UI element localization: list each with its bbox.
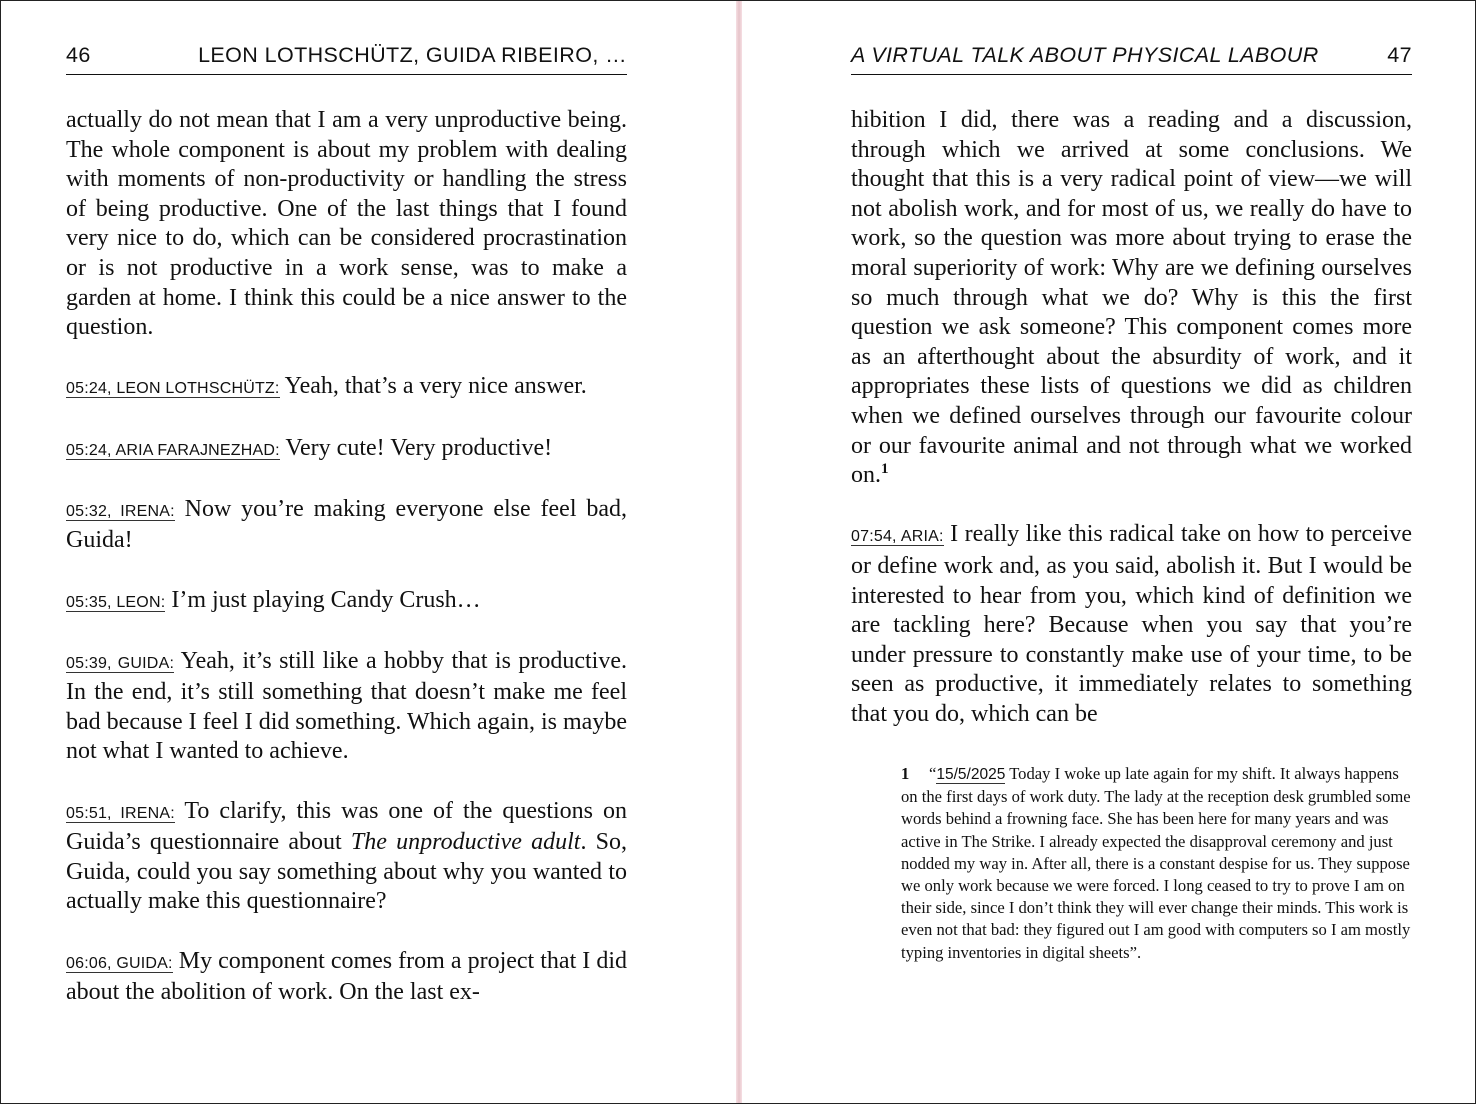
right-page-body xyxy=(851,106,1412,759)
speaker-label: 07:54, ARIA: xyxy=(851,528,944,546)
exchange-aria-0524 xyxy=(66,434,627,466)
exchange-text: Very cute! Very productive! xyxy=(285,434,553,461)
continued-text: hibition I did, there was a reading and a discussion, through which we arrived at some conclusions. We thought that this is a very radical point of view—we will not abolish work, and for most of us, we really do have to work, so the question was more about trying to erase the moral superiority of work: Why are we defining ourselves so much through what we do? Why is this the first question we ask someone? This component comes more as an afterthought about the absurdity of work, and it appropriates these lists of questions we did as children when we defined ourselves through our favourite colour or our favourite animal and not through what we worked on. xyxy=(851,107,1412,489)
exchange-text: My component comes from a project that I did about the abolition of work. On the last ex- xyxy=(66,947,627,1006)
exchange-text: I’m just playing Candy Crush… xyxy=(171,586,481,613)
exchange-text: I really like this radical take on how to perceive or define work and, as you said, abolish it. But I would be interested to hear from you, which kind of definition we are tackling here? Because when you say that you’re under pressure to constantly make use of your time, to be seen as productive, it immediately relates to something that you do, which can be xyxy=(851,521,1412,727)
exchange-irena-0551 xyxy=(66,797,627,917)
book-title-italic: The unproductive adult xyxy=(350,829,581,856)
exchange-leon-0524 xyxy=(66,372,627,404)
footnote xyxy=(901,763,1413,964)
speaker-label: 05:35, LEON: xyxy=(66,593,166,611)
left-page-number: 46 xyxy=(66,43,91,67)
exchange-text: To clarify, this was one of the questions on Guida’s questionnaire about xyxy=(66,797,627,856)
speaker-label: 05:24, LEON LOTHSCHÜTZ: xyxy=(66,380,280,398)
footnote-marker[interactable]: 1 xyxy=(881,461,889,478)
footnote-text: Today I woke up late again for my shift. It always happens on the first days of work duty. The lady at the reception desk grumbled some words behind a frowning face. She has been here for many years and was active in The Strike. I already expected the disapproval ceremony and just nodded my way in. After all, there is a constant despise for us. They suppose we only work because we were forced. I long ceased to try to prove I am on their side, since I don’t think they will ever change their minds. This work is even not that bad: they figured out I am good with computers so I am mostly typing inventories in digital sheets”. xyxy=(901,764,1411,962)
speaker-label: 05:39, GUIDA: xyxy=(66,654,175,672)
exchange-guida-0606 xyxy=(66,947,627,1008)
exchange-aria-0754 xyxy=(851,520,1412,729)
footnote-date: 15/5/2025 xyxy=(936,766,1006,783)
paragraph: actually do not mean that I am a very unproductive being. The whole component is about my problem with dealing with moments of non-productivity or handling the stress of being productive. One of the last things that I found very nice to do, which can be considered procrastination or is not productive in a work sense, was to make a garden at home. I think this could be a nice answer to the question. xyxy=(66,107,627,341)
speaker-label: 05:24, ARIA FARAJNEZHAD: xyxy=(66,441,280,459)
exchange-text: Yeah, it’s still like a hobby that is productive. In the end, it’s still something that doesn’t make me feel bad because I feel I did something. Which again, is maybe not what I wanted to achieve. xyxy=(66,647,627,765)
left-running-title: LEON LOTHSCHÜTZ, GUIDA RIBEIRO, … xyxy=(198,43,627,67)
book-gutter xyxy=(736,1,742,1103)
left-page-body xyxy=(66,106,627,1037)
exchange-irena-0532 xyxy=(66,495,627,556)
right-running-head xyxy=(851,41,1412,75)
speaker-label: 05:51, IRENA: xyxy=(66,804,175,822)
right-page-number: 47 xyxy=(1387,43,1412,67)
left-running-head xyxy=(66,41,627,75)
exchange-text: Now you’re making everyone else feel bad, Guida! xyxy=(66,495,628,554)
paragraph xyxy=(851,106,1412,491)
footnote-open-quote: “ xyxy=(929,764,937,783)
exchange-guida-0539 xyxy=(66,647,627,767)
right-running-title: A VIRTUAL TALK ABOUT PHYSICAL LABOUR xyxy=(851,43,1319,67)
speaker-label: 06:06, GUIDA: xyxy=(66,954,173,972)
footnote-number: 1 xyxy=(901,764,910,783)
speaker-label: 05:32, IRENA: xyxy=(66,502,175,520)
exchange-leon-0535 xyxy=(66,586,627,618)
exchange-text-cont: . So, Guida, could you say something about why you wanted to actually make this questionnaire? xyxy=(66,829,627,915)
exchange-text: Yeah, that’s a very nice answer. xyxy=(284,373,587,400)
